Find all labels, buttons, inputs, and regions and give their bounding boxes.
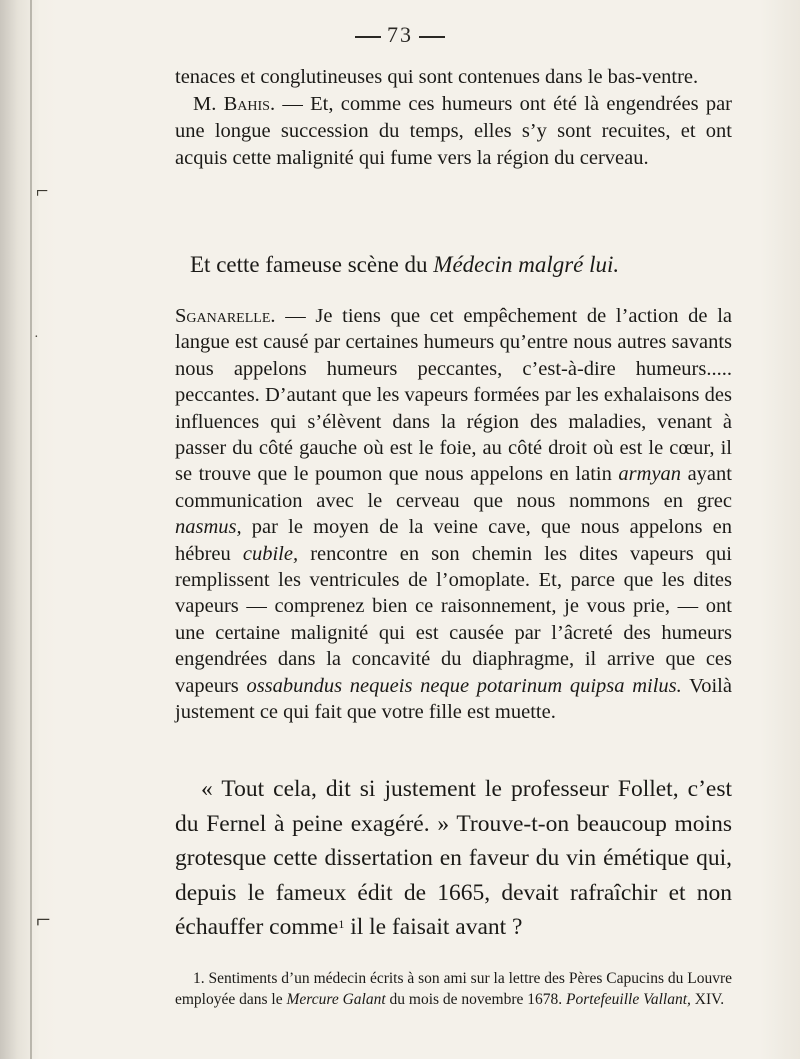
commentary-text — [175, 772, 732, 945]
bahis-speech: — Et, comme ces humeurs ont été là engendrées par une longue succession du temps, elles s’y sont recuites, et ont acquis cette malignité qui fume vers la région du cerveau. — [175, 93, 733, 169]
speaker-bahis: M. Bahis. — [193, 93, 276, 115]
latin-word: armyan — [618, 463, 682, 486]
margin-bracket-mark-lower: ⌐ — [36, 905, 51, 934]
page-number-dash-left — [355, 36, 381, 38]
sganarelle-text-1: — Je tiens que cet empêchement de l’action de la langue est causé par certaines humeurs qu’entre nous autres savants nous appelons humeurs peccantes, c’est-à-dire humeurs..... peccantes. D’autant que les vapeurs formées par les exhalaisons des influences qui s’élèvent dans la région des maladies, venant à passer du côté gauche où est le foie, au côté droit où est le cœur, il se trouve que le poumon que nous appelons en latin — [175, 305, 732, 486]
bahis-paragraph — [175, 91, 732, 172]
commentary-text-a: « Tout cela, dit si justement le professeur Follet, c’est du Fernel à peine exagéré. » Trouve-t-on beaucoup moins grotesque cette dissertation en faveur du vin émétique qui, depuis le fameux édit de 1665, devait rafraîchir et non échauffer comme — [175, 776, 732, 940]
greek-word: nasmus, — [175, 516, 242, 539]
footnote-ref[interactable]: 1 — [338, 917, 345, 931]
sganarelle-text-2: ayant communication avec le cerveau que nous nommons en grec — [175, 463, 732, 512]
margin-bracket-mark: ⌐ — [36, 178, 49, 203]
margin-dot-mark: · — [34, 330, 39, 345]
sganarelle-text-3: par le moyen de la veine cave, que nous appelons en hébreu — [175, 516, 732, 565]
sganarelle-text-5: Voilà justement ce qui fait que votre fille est muette. — [175, 674, 732, 724]
footnote-source: Portefeuille Vallant, — [566, 991, 691, 1008]
footnote-text — [175, 968, 732, 1010]
speaker-sganarelle: Sganarelle. — [175, 305, 276, 327]
footnote — [175, 968, 732, 1010]
quote-block-bahis — [175, 64, 732, 172]
pseudo-latin-phrase: ossabundus nequeis neque potarinum quipsa milus. — [246, 674, 682, 697]
footnote-number: 1. — [193, 970, 205, 987]
commentary-paragraph — [175, 772, 732, 945]
footnote-text-b: du mois de novembre 1678. — [385, 991, 567, 1008]
page-number-value: 73 — [387, 22, 413, 47]
page-number-dash-right — [419, 36, 445, 38]
intro-text: Et cette fameuse scène du — [190, 252, 434, 277]
continuation-line: tenaces et conglutineuses qui sont contenues dans le bas-ventre. — [175, 66, 699, 88]
hebrew-word: cubile, — [242, 542, 299, 565]
binding-gutter — [30, 0, 32, 1059]
intro-line — [190, 250, 619, 280]
footnote-journal: Mercure Galant — [286, 991, 386, 1008]
sganarelle-text-4: rencontre en son chemin les dites vapeurs qui remplissent les ventricules de l’omoplate. Et, parce que les dites vapeurs — comprenez bien ce raisonnement, je vous prie, — ont une certaine malignité qui est causée par l’âcreté des humeurs engendrées dans la concavité du diaphragme, il arrive que ces vapeurs — [175, 542, 732, 697]
quote-block-sganarelle — [175, 303, 732, 726]
play-title: Médecin malgré lui. — [433, 252, 620, 277]
footnote-text-a: Sentiments d’un médecin écrits à son ami sur la lettre des Pères Capucins du Louvre employée dans le — [175, 970, 732, 1008]
footnote-text-c: XIV. — [690, 991, 725, 1008]
sganarelle-paragraph — [175, 303, 732, 726]
page-number — [0, 22, 800, 48]
commentary-text-b: il le faisait avant ? — [344, 914, 523, 940]
